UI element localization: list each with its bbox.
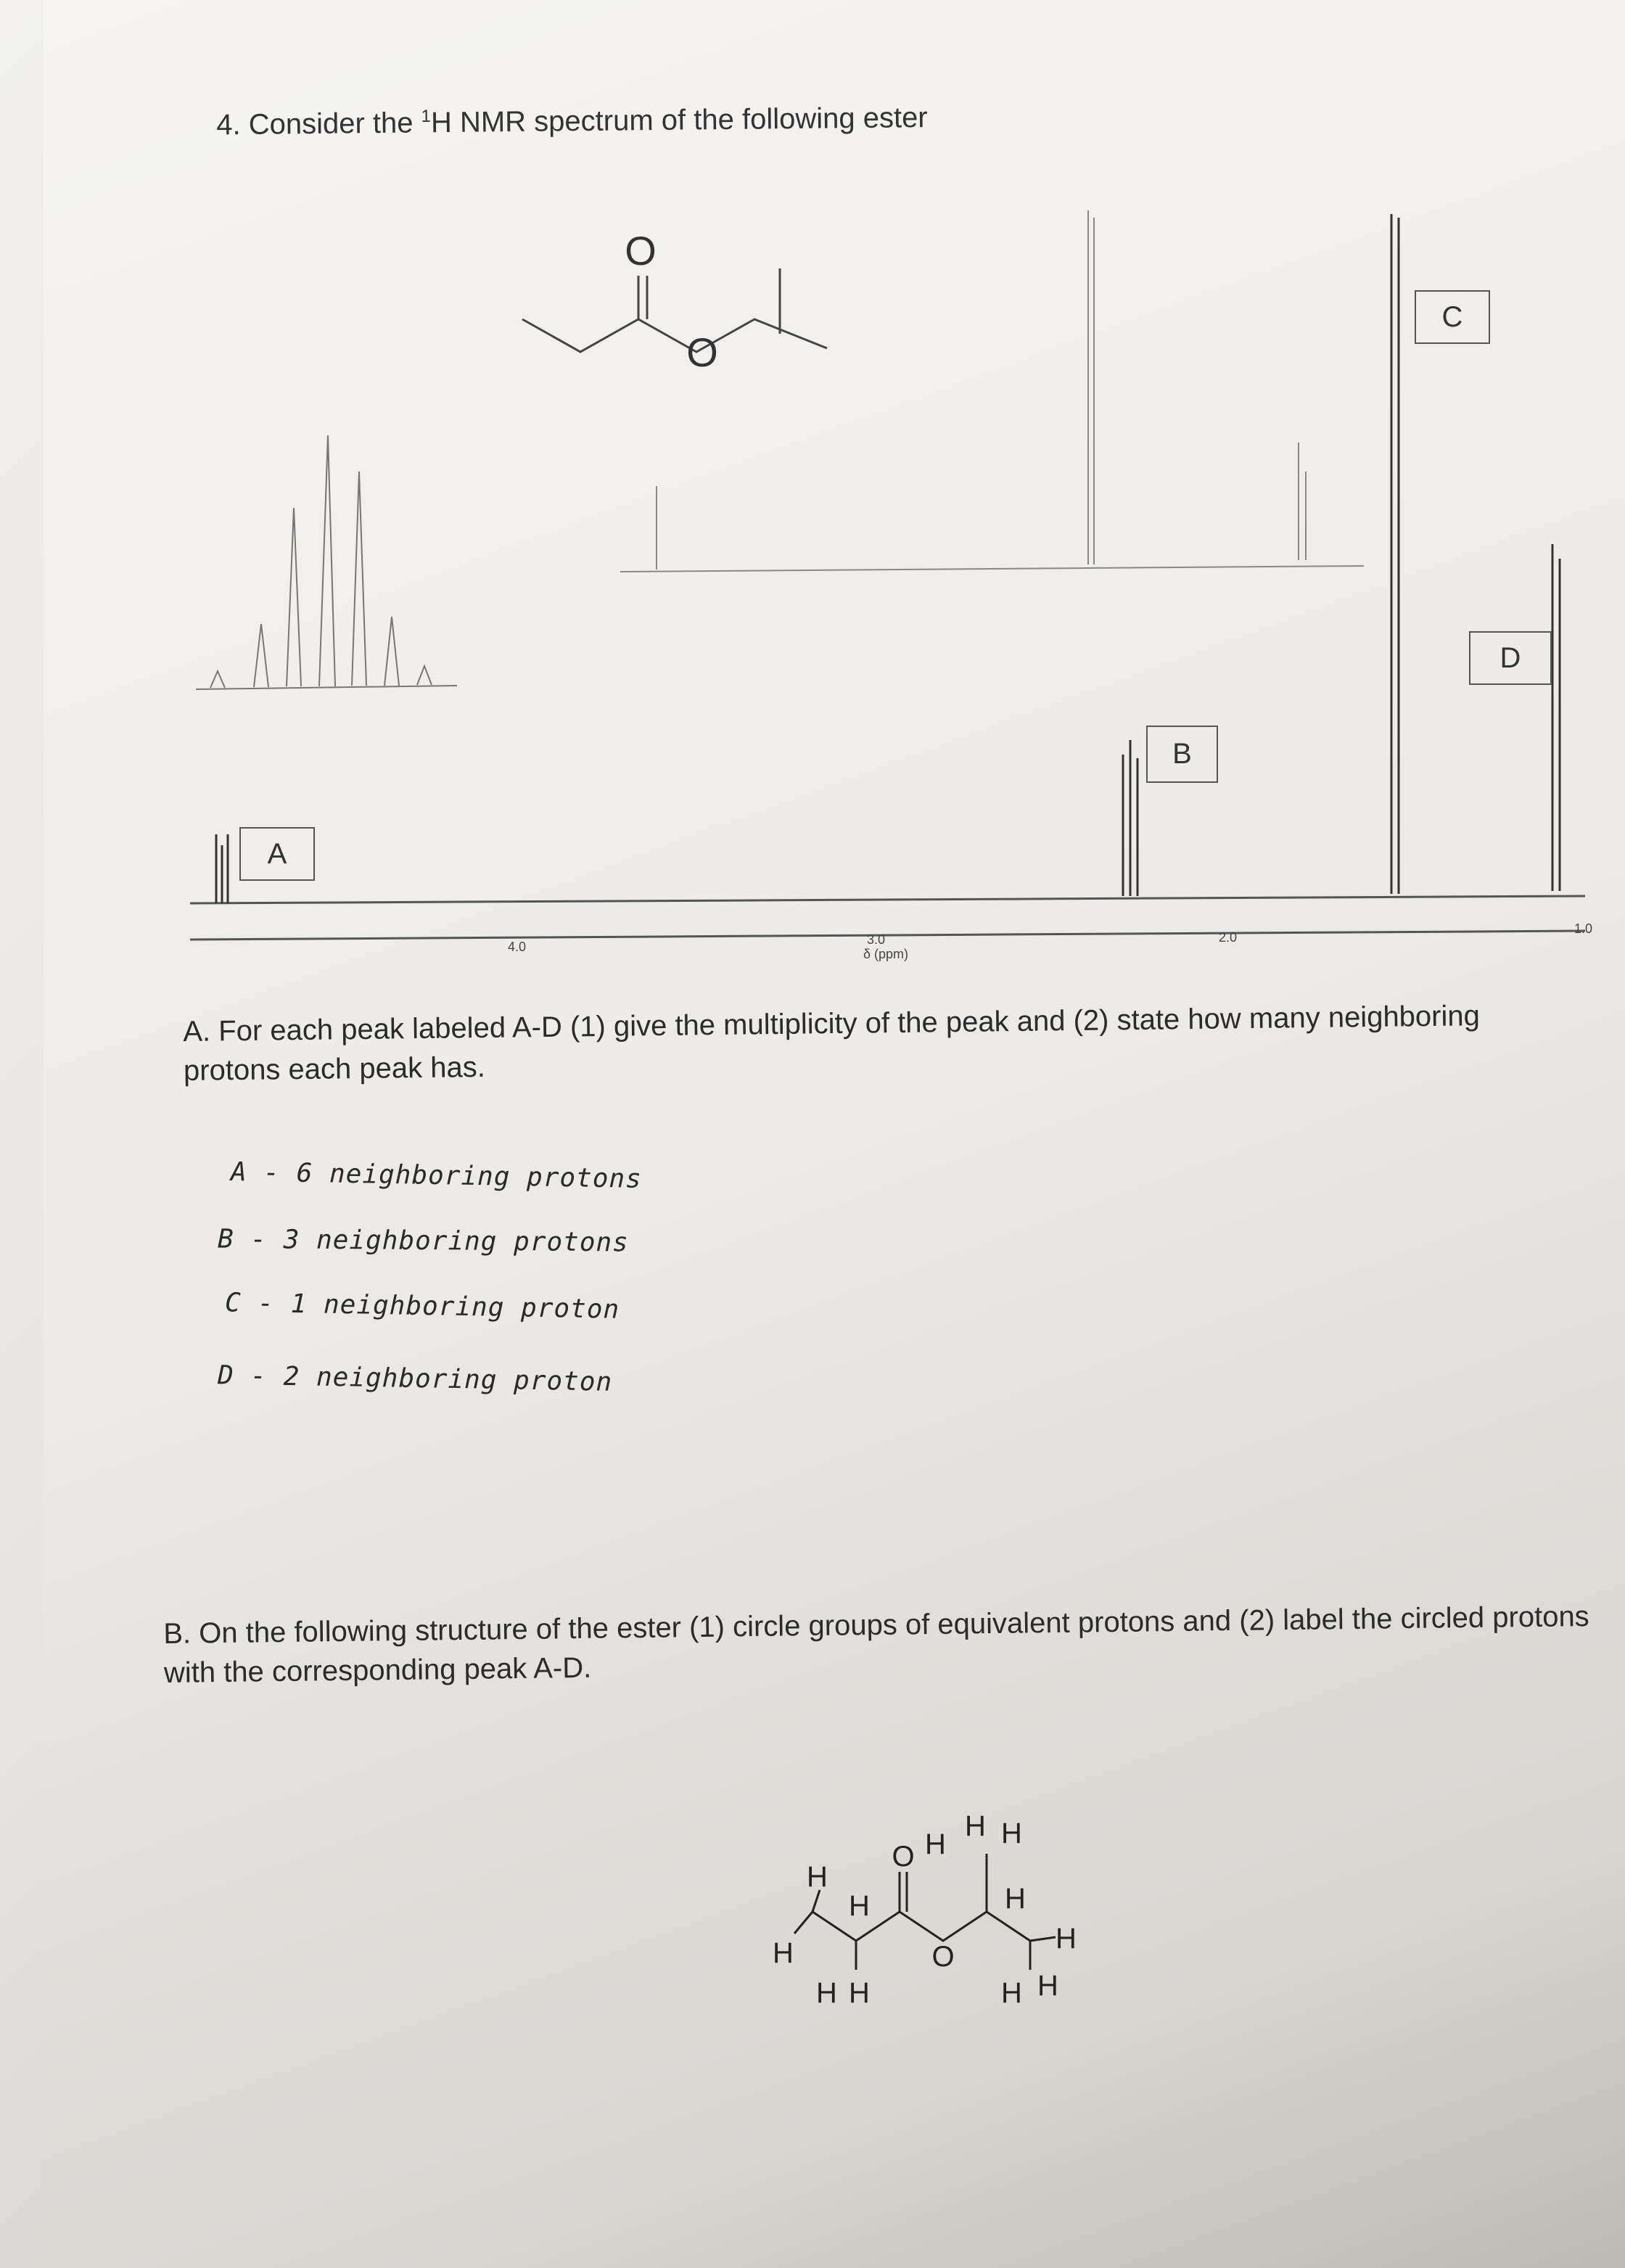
peak-label-a: A bbox=[239, 827, 315, 881]
axis-tick-1: 1.0 bbox=[1574, 921, 1593, 936]
hydrogen: H bbox=[773, 1937, 794, 1969]
main-axis bbox=[190, 896, 1585, 940]
hydrogen: H bbox=[1037, 1970, 1058, 2002]
hydrogen: H bbox=[1001, 1977, 1022, 2009]
part-a-text: A. For each peak labeled A-D (1) give the multiplicity of the peak and (2) state how many neighboring protons each peak has. bbox=[183, 1000, 1481, 1087]
main-peaks bbox=[216, 214, 1560, 903]
structure-ester-oxygen: O bbox=[931, 1941, 955, 1973]
answer-d: D - 2 neighboring proton bbox=[217, 1360, 613, 1397]
structure-carbonyl-oxygen: O bbox=[892, 1841, 915, 1873]
hydrogen: H bbox=[965, 1810, 986, 1842]
peak-label-c: C bbox=[1415, 290, 1490, 344]
hydrogen: H bbox=[849, 1890, 870, 1922]
answer-b: B - 3 neighboring protons bbox=[217, 1224, 630, 1258]
inset-baseline-upper bbox=[620, 210, 1364, 572]
hydrogen: H bbox=[1005, 1883, 1026, 1915]
peak-label-b: B bbox=[1146, 726, 1218, 783]
hydrogen: H bbox=[849, 1977, 870, 2009]
hydrogen: H bbox=[925, 1828, 946, 1860]
axis-tick-4: 4.0 bbox=[508, 940, 527, 954]
inset-septet bbox=[196, 435, 457, 689]
ester-structure-with-hydrogens bbox=[725, 1785, 1161, 2046]
peak-label-d: D bbox=[1469, 631, 1552, 685]
answer-a: A - 6 neighboring protons bbox=[230, 1157, 643, 1194]
carbonyl-oxygen: O bbox=[625, 228, 657, 274]
ester-oxygen: O bbox=[686, 329, 718, 375]
axis-unit: δ (ppm) bbox=[863, 947, 909, 961]
question-title: 4. Consider the $^1$H NMR spectrum of the following ester bbox=[216, 102, 928, 141]
axis-tick-3: 3.0 bbox=[867, 932, 886, 947]
hydrogen: H bbox=[1001, 1817, 1022, 1849]
part-b-text: B. On the following structure of the ester (1) circle groups of equivalent protons and (2) label the circled protons with the corresponding peak A-D. bbox=[163, 1600, 1589, 1689]
ester-structure bbox=[522, 268, 827, 352]
answer-c: C - 1 neighboring proton bbox=[224, 1288, 620, 1325]
axis-tick-2: 2.0 bbox=[1219, 930, 1238, 945]
hydrogen: H bbox=[1056, 1923, 1077, 1955]
hydrogen: H bbox=[807, 1861, 828, 1893]
hydrogen: H bbox=[816, 1977, 837, 2009]
